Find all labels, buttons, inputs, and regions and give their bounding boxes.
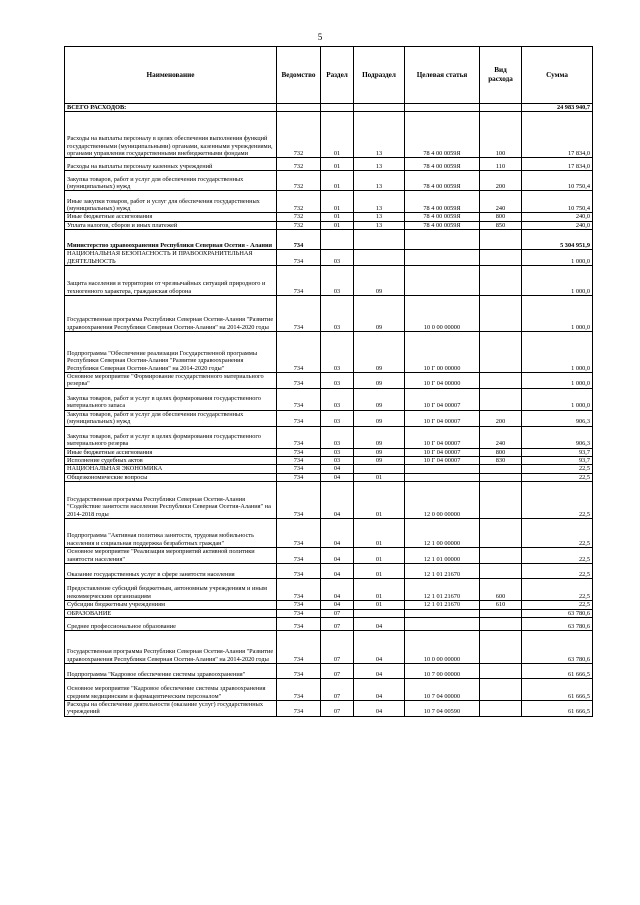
cell-ved: 734	[277, 678, 321, 700]
cell-vid	[480, 250, 522, 266]
cell-vid: 100	[480, 112, 522, 158]
table-row	[65, 548, 593, 564]
table-row	[65, 373, 593, 389]
cell-vid: 850	[480, 221, 522, 229]
cell-ved: 734	[277, 482, 321, 519]
cell-summa: 1 000,0	[522, 296, 593, 332]
cell-ved: 732	[277, 191, 321, 213]
cell-summa: 22,5	[522, 519, 593, 548]
cell-ved: 734	[277, 388, 321, 410]
cell-celevaya: 12 1 01 21670	[405, 564, 480, 579]
cell-razdel	[321, 104, 354, 112]
cell-summa: 1 000,0	[522, 250, 593, 266]
cell-summa: 17 834,0	[522, 112, 593, 158]
cell-celevaya: 78 4 00 0059Я	[405, 158, 480, 171]
table-row	[65, 388, 593, 410]
cell-summa: 17 834,0	[522, 158, 593, 171]
cell-name: Уплата налогов, сборов и иных платежей	[65, 221, 277, 229]
cell-vid	[480, 296, 522, 332]
cell-podrazdel: 01	[354, 564, 405, 579]
cell-celevaya: 10 Г 00 00000	[405, 332, 480, 373]
cell-celevaya: 12 1 01 21670	[405, 579, 480, 601]
cell-podrazdel: 09	[354, 373, 405, 389]
table-body	[65, 104, 593, 717]
cell-summa: 906,3	[522, 410, 593, 426]
cell-celevaya	[405, 617, 480, 630]
cell-vid: 800	[480, 448, 522, 456]
cell-name: ВСЕГО РАСХОДОВ:	[65, 104, 277, 112]
cell-celevaya: 10 Г 04 00007	[405, 457, 480, 465]
cell-summa: 63 780,6	[522, 617, 593, 630]
cell-celevaya: 10 Г 04 00007	[405, 410, 480, 426]
cell-vid	[480, 388, 522, 410]
cell-razdel: 03	[321, 266, 354, 296]
cell-name: Расходы на выплаты персоналу в целях обеспечения выполнения функций государственными (муниципальными) органами, казенными учреждениями, органами управления государственными внебюджетными фондами	[65, 112, 277, 158]
cell-celevaya: 12 1 01 00000	[405, 548, 480, 564]
header-celevaya: Целевая статья	[405, 47, 480, 104]
cell-podrazdel	[354, 104, 405, 112]
cell-name: Государственная программа Республики Северная Осетия-Алания "Развитие здравоохранения Республики Северная Осетия-Алания" на 2014-2020 годы	[65, 296, 277, 332]
cell-podrazdel: 01	[354, 548, 405, 564]
cell-razdel: 04	[321, 601, 354, 609]
cell-vid	[480, 104, 522, 112]
cell-name: Расходы на выплаты персоналу казенных учреждений	[65, 158, 277, 171]
cell-summa: 22,5	[522, 601, 593, 609]
page-number: 5	[317, 32, 323, 42]
cell-ved: 732	[277, 221, 321, 229]
cell-razdel: 03	[321, 332, 354, 373]
cell-ved: 734	[277, 663, 321, 678]
cell-ved: 734	[277, 230, 321, 250]
cell-summa: 22,5	[522, 548, 593, 564]
cell-vid: 610	[480, 601, 522, 609]
table-row	[65, 617, 593, 630]
header-name: Наименование	[65, 47, 277, 104]
cell-ved: 734	[277, 332, 321, 373]
cell-ved: 734	[277, 548, 321, 564]
cell-ved: 734	[277, 564, 321, 579]
cell-podrazdel: 13	[354, 213, 405, 221]
cell-razdel: 04	[321, 579, 354, 601]
cell-celevaya	[405, 473, 480, 481]
cell-name: Государственная программа Республики Северная Осетия-Алания "Развитие здравоохранения Республики Северная Осетия-Алания" на 2014-2020 годы	[65, 630, 277, 663]
cell-celevaya: 78 4 00 0059Я	[405, 171, 480, 191]
cell-celevaya: 78 4 00 0059Я	[405, 112, 480, 158]
cell-podrazdel: 04	[354, 700, 405, 716]
cell-celevaya	[405, 609, 480, 617]
cell-summa: 61 666,5	[522, 663, 593, 678]
cell-summa: 63 780,6	[522, 630, 593, 663]
cell-podrazdel: 04	[354, 617, 405, 630]
table-row	[65, 250, 593, 266]
cell-razdel: 01	[321, 158, 354, 171]
cell-vid: 800	[480, 213, 522, 221]
cell-podrazdel	[354, 609, 405, 617]
table-row	[65, 601, 593, 609]
cell-razdel: 04	[321, 465, 354, 473]
cell-vid	[480, 700, 522, 716]
table-row	[65, 448, 593, 456]
cell-summa: 63 780,6	[522, 609, 593, 617]
cell-podrazdel: 13	[354, 171, 405, 191]
cell-celevaya: 10 Г 04 00000	[405, 373, 480, 389]
cell-podrazdel: 09	[354, 410, 405, 426]
cell-ved: 734	[277, 519, 321, 548]
cell-razdel: 01	[321, 221, 354, 229]
cell-name: НАЦИОНАЛЬНАЯ БЕЗОПАСНОСТЬ И ПРАВООХРАНИТЕЛЬНАЯ ДЕЯТЕЛЬНОСТЬ	[65, 250, 277, 266]
cell-podrazdel	[354, 250, 405, 266]
cell-razdel: 03	[321, 373, 354, 389]
cell-ved: 734	[277, 426, 321, 448]
table-row	[65, 473, 593, 481]
cell-ved: 734	[277, 296, 321, 332]
cell-celevaya	[405, 250, 480, 266]
table-row	[65, 700, 593, 716]
cell-celevaya: 10 7 04 00590	[405, 700, 480, 716]
cell-summa: 61 666,5	[522, 678, 593, 700]
cell-razdel: 07	[321, 663, 354, 678]
header-vid: Вид расхода	[480, 47, 522, 104]
cell-ved: 734	[277, 465, 321, 473]
cell-vid	[480, 332, 522, 373]
cell-celevaya: 10 7 00 00000	[405, 663, 480, 678]
table-row	[65, 191, 593, 213]
cell-razdel: 01	[321, 213, 354, 221]
cell-summa: 5 304 951,9	[522, 230, 593, 250]
table-row	[65, 171, 593, 191]
cell-summa: 93,7	[522, 457, 593, 465]
cell-ved: 734	[277, 250, 321, 266]
cell-name: Иные бюджетные ассигнования	[65, 448, 277, 456]
cell-summa: 22,5	[522, 579, 593, 601]
cell-celevaya: 10 Г 04 00007	[405, 426, 480, 448]
cell-razdel	[321, 230, 354, 250]
cell-celevaya: 12 1 00 00000	[405, 519, 480, 548]
cell-summa: 1 000,0	[522, 373, 593, 389]
cell-ved: 732	[277, 158, 321, 171]
cell-vid: 110	[480, 158, 522, 171]
cell-name: Предоставление субсидий бюджетным, автономным учреждениям и иным некоммерческим организациям	[65, 579, 277, 601]
cell-name: Основное мероприятие "Формирование государственного материального резерва"	[65, 373, 277, 389]
table-row	[65, 158, 593, 171]
cell-name: Основное мероприятие "Кадровое обеспечение системы здравоохранения средним медицинским и фармацевтическим персоналом"	[65, 678, 277, 700]
cell-summa: 1 000,0	[522, 332, 593, 373]
cell-name: Государственная программа Республики Северная Осетия-Алания "Содействие занятости населения Республики Северная Осетия-Алания" на 2014-2018 годы	[65, 482, 277, 519]
cell-name: ОБРАЗОВАНИЕ	[65, 609, 277, 617]
cell-podrazdel: 04	[354, 678, 405, 700]
cell-podrazdel: 04	[354, 630, 405, 663]
cell-razdel: 03	[321, 448, 354, 456]
cell-celevaya	[405, 266, 480, 296]
cell-razdel: 01	[321, 112, 354, 158]
table-row	[65, 678, 593, 700]
cell-name: Подпрограмма "Кадровое обеспечение системы здравоохранения"	[65, 663, 277, 678]
cell-celevaya: 12 0 00 00000	[405, 482, 480, 519]
cell-vid	[480, 617, 522, 630]
cell-name: Закупка товаров, работ и услуг для обеспечения государственных (муниципальных) нужд	[65, 410, 277, 426]
cell-name: Общеэкономические вопросы	[65, 473, 277, 481]
cell-name: Министерство здравоохранения Республики Северная Осетия - Алания	[65, 230, 277, 250]
cell-celevaya: 10 Г 04 00007	[405, 448, 480, 456]
cell-podrazdel: 04	[354, 663, 405, 678]
cell-razdel: 04	[321, 482, 354, 519]
cell-summa: 61 666,5	[522, 700, 593, 716]
cell-podrazdel: 01	[354, 579, 405, 601]
cell-celevaya	[405, 104, 480, 112]
cell-summa: 10 750,4	[522, 171, 593, 191]
cell-ved: 732	[277, 171, 321, 191]
cell-celevaya: 10 0 00 00000	[405, 296, 480, 332]
table-row	[65, 519, 593, 548]
cell-razdel: 03	[321, 410, 354, 426]
cell-vid	[480, 465, 522, 473]
cell-vid	[480, 230, 522, 250]
cell-vid	[480, 678, 522, 700]
table-row	[65, 630, 593, 663]
cell-name: Расходы на обеспечение деятельности (оказание услуг) государственных учреждений	[65, 700, 277, 716]
table-row	[65, 564, 593, 579]
cell-name: Иные закупки товаров, работ и услуг для обеспечения государственных (муниципальных) нужд	[65, 191, 277, 213]
cell-vid	[480, 373, 522, 389]
table-row	[65, 482, 593, 519]
cell-razdel: 07	[321, 678, 354, 700]
cell-summa: 240,0	[522, 221, 593, 229]
cell-celevaya: 78 4 00 0059Я	[405, 191, 480, 213]
table-row	[65, 104, 593, 112]
cell-razdel: 07	[321, 630, 354, 663]
cell-ved: 734	[277, 473, 321, 481]
cell-podrazdel: 09	[354, 448, 405, 456]
table-row	[65, 609, 593, 617]
cell-celevaya: 10 0 00 00000	[405, 630, 480, 663]
table-row	[65, 266, 593, 296]
cell-ved: 734	[277, 630, 321, 663]
cell-summa: 24 983 940,7	[522, 104, 593, 112]
cell-ved: 732	[277, 112, 321, 158]
cell-ved: 734	[277, 579, 321, 601]
cell-name: Иные бюджетные ассигнования	[65, 213, 277, 221]
table-row	[65, 230, 593, 250]
cell-celevaya: 78 4 00 0059Я	[405, 213, 480, 221]
cell-vid	[480, 473, 522, 481]
table-row	[65, 579, 593, 601]
cell-name: Подпрограмма "Активная политика занятости, трудовая мобильность населения и социальная поддержка безработных граждан"	[65, 519, 277, 548]
cell-podrazdel: 09	[354, 388, 405, 410]
cell-name: Основное мероприятие "Реализация мероприятий активной политики занятости населения"	[65, 548, 277, 564]
cell-podrazdel: 09	[354, 332, 405, 373]
cell-podrazdel: 13	[354, 221, 405, 229]
cell-vid: 240	[480, 426, 522, 448]
cell-ved	[277, 104, 321, 112]
cell-summa: 93,7	[522, 448, 593, 456]
cell-razdel: 07	[321, 609, 354, 617]
cell-vid	[480, 564, 522, 579]
header-summa: Сумма	[522, 47, 593, 104]
cell-podrazdel: 01	[354, 473, 405, 481]
table-row	[65, 426, 593, 448]
cell-name: Закупка товаров, работ и услуг для обеспечения государственных (муниципальных) нужд	[65, 171, 277, 191]
cell-podrazdel	[354, 230, 405, 250]
table-row	[65, 296, 593, 332]
cell-razdel: 07	[321, 700, 354, 716]
cell-summa: 240,0	[522, 213, 593, 221]
cell-ved: 734	[277, 617, 321, 630]
table-row	[65, 221, 593, 229]
cell-ved: 734	[277, 609, 321, 617]
cell-vid	[480, 482, 522, 519]
cell-podrazdel: 09	[354, 457, 405, 465]
cell-summa: 906,3	[522, 426, 593, 448]
cell-name: Подпрограмма "Обеспечение реализации Государственной программы Республики Северная Осетия-Алания "Развитие здравоохранения Республики Северная Осетия-Алания" на 2014-2020 годы"	[65, 332, 277, 373]
cell-razdel: 01	[321, 171, 354, 191]
cell-razdel: 03	[321, 250, 354, 266]
cell-summa: 1 000,0	[522, 266, 593, 296]
cell-name: Закупка товаров, работ и услуг в целях формирования государственного материального запаса	[65, 388, 277, 410]
cell-podrazdel: 09	[354, 266, 405, 296]
cell-ved: 732	[277, 213, 321, 221]
table-row	[65, 457, 593, 465]
cell-podrazdel: 13	[354, 158, 405, 171]
cell-name: НАЦИОНАЛЬНАЯ ЭКОНОМИКА	[65, 465, 277, 473]
cell-name: Субсидии бюджетным учреждениям	[65, 601, 277, 609]
cell-name: Исполнение судебных актов	[65, 457, 277, 465]
cell-vid: 600	[480, 579, 522, 601]
cell-ved: 734	[277, 373, 321, 389]
cell-celevaya: 78 4 00 0059Я	[405, 221, 480, 229]
cell-summa: 22,5	[522, 482, 593, 519]
cell-podrazdel	[354, 465, 405, 473]
cell-podrazdel: 13	[354, 191, 405, 213]
cell-razdel: 04	[321, 548, 354, 564]
header-ved: Ведомство	[277, 47, 321, 104]
cell-razdel: 03	[321, 457, 354, 465]
cell-vid	[480, 609, 522, 617]
header-razdel: Раздел	[321, 47, 354, 104]
cell-name: Оказание государственных услуг в сфере занятости населения	[65, 564, 277, 579]
cell-name: Защита населения и территории от чрезвычайных ситуаций природного и техногенного характера, гражданская оборона	[65, 266, 277, 296]
cell-ved: 734	[277, 601, 321, 609]
cell-ved: 734	[277, 410, 321, 426]
cell-celevaya: 12 1 01 21670	[405, 601, 480, 609]
cell-summa: 22,5	[522, 473, 593, 481]
cell-name: Среднее профессиональное образование	[65, 617, 277, 630]
table-header-row	[65, 47, 593, 104]
cell-ved: 734	[277, 448, 321, 456]
cell-podrazdel: 01	[354, 519, 405, 548]
table-row	[65, 410, 593, 426]
cell-podrazdel: 01	[354, 601, 405, 609]
cell-razdel: 03	[321, 388, 354, 410]
cell-razdel: 04	[321, 473, 354, 481]
cell-vid: 240	[480, 191, 522, 213]
cell-ved: 734	[277, 266, 321, 296]
cell-podrazdel: 01	[354, 482, 405, 519]
cell-razdel: 03	[321, 296, 354, 332]
budget-table	[64, 46, 593, 717]
table-row	[65, 663, 593, 678]
cell-razdel: 03	[321, 426, 354, 448]
table-row	[65, 332, 593, 373]
cell-razdel: 07	[321, 617, 354, 630]
cell-celevaya	[405, 465, 480, 473]
table-row	[65, 213, 593, 221]
cell-vid	[480, 663, 522, 678]
cell-vid	[480, 548, 522, 564]
cell-ved: 734	[277, 457, 321, 465]
cell-vid: 200	[480, 410, 522, 426]
cell-razdel: 04	[321, 519, 354, 548]
cell-ved: 734	[277, 700, 321, 716]
cell-summa: 22,5	[522, 564, 593, 579]
cell-razdel: 01	[321, 191, 354, 213]
cell-podrazdel: 09	[354, 296, 405, 332]
cell-vid	[480, 519, 522, 548]
cell-podrazdel: 13	[354, 112, 405, 158]
cell-vid: 830	[480, 457, 522, 465]
cell-celevaya: 10 7 04 00000	[405, 678, 480, 700]
cell-vid	[480, 630, 522, 663]
cell-name: Закупка товаров, работ и услуг в целях формирования государственного материального резерва	[65, 426, 277, 448]
cell-summa: 10 750,4	[522, 191, 593, 213]
cell-celevaya: 10 Г 04 00007	[405, 388, 480, 410]
header-podrazdel: Подраздел	[354, 47, 405, 104]
table-row	[65, 465, 593, 473]
table-row	[65, 112, 593, 158]
cell-summa: 1 000,0	[522, 388, 593, 410]
cell-celevaya	[405, 230, 480, 250]
cell-vid	[480, 266, 522, 296]
cell-vid: 200	[480, 171, 522, 191]
cell-razdel: 04	[321, 564, 354, 579]
cell-podrazdel: 09	[354, 426, 405, 448]
cell-summa: 22,5	[522, 465, 593, 473]
